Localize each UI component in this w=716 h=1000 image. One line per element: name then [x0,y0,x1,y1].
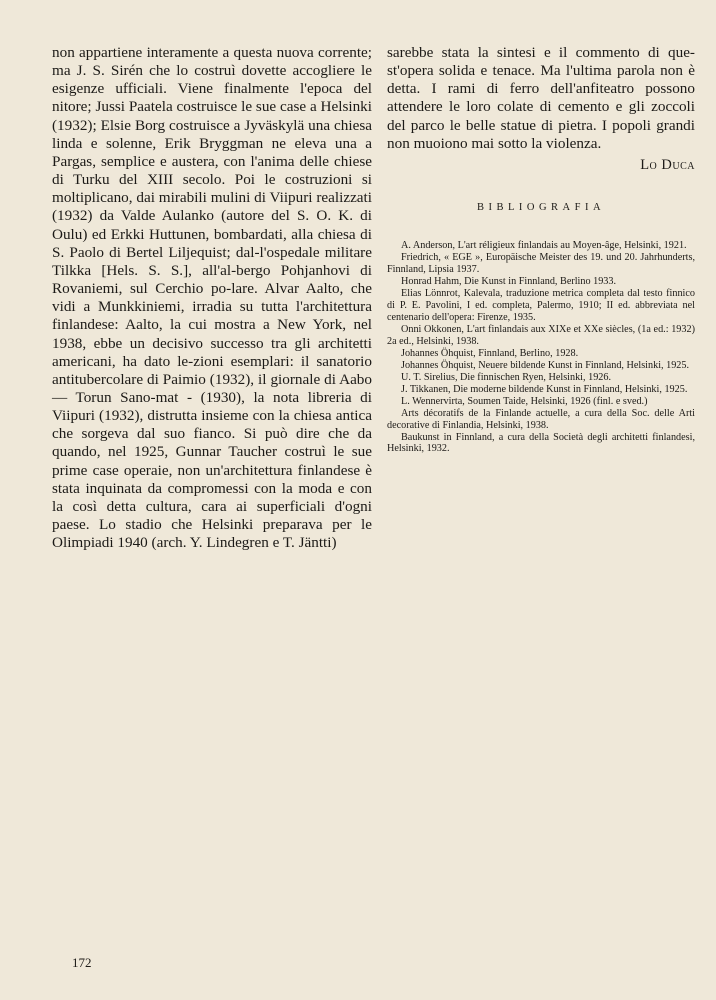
bibliography-entry: U. T. Sirelius, Die finnischen Ryen, Helsinki, 1926. [401,371,612,383]
bibliography-entry: Friedrich, « EGE », Europäische Meister des 19. und 20. Jahrhunderts, Finnland, Lipsia 1937. [387,252,695,275]
bibliography-entry: J. Tikkanen, Die moderne bildende Kunst in Finnland, Helsinki, 1925. [401,383,688,395]
bibliography-list [387,240,695,455]
essay-right-column [387,44,695,455]
author-signature: Lo Duca [640,156,695,173]
bibliography-title: BIBLIOGRAFIA [476,202,606,213]
bibliography-entry: Honrad Hahm, Die Kunst in Finnland, Berlino 1933. [401,275,617,287]
bibliography-entry: Johannes Öhquist, Finnland, Berlino, 1928. [401,347,579,359]
bibliography-entry: Johannes Öhquist, Neuere bildende Kunst in Finnland, Helsinki, 1925. [401,359,690,371]
page-number: 172 [72,955,92,970]
essay-left-column [52,44,372,552]
bibliography-entry: L. Wennervirta, Soumen Taide, Helsinki, 1926 (finl. e sved.) [401,395,648,407]
essay-paragraph-right: sarebbe stata la sintesi e il commento di que-st'opera solida e tenace. Ma l'ultima parola non è detta. I rami di ferro dell'anfiteatro possono attendere le loro colate di cemento e gli zoccoli del parco le belle statue di pietra. I popoli grandi non muoiono mai sotto la violenza. [387,44,695,152]
bibliography-entry: Elias Lönnrot, Kalevala, traduzione metrica completa dal testo finnico di P. E. Pavolini, I ed. completa, Palermo, 1910; II ed. abbreviata nel centenario dell'opera: Firenze, 1935. [387,287,695,323]
bibliography-entry: Arts décoratifs de la Finlande actuelle, a cura della Soc. delle Arti decorative di Finlandia, Helsinki, 1938. [387,407,695,431]
bibliography-entry: A. Anderson, L'art réligieux finlandais au Moyen-âge, Helsinki, 1921. [401,240,687,251]
bibliography-entry: Baukunst in Finnland, a cura della Società degli architetti finlandesi, Helsinki, 1932. [387,431,695,455]
essay-paragraph-left: non appartiene interamente a questa nuova corrente; ma J. S. Sirén che lo costruì dovette accogliere le esigenze ufficiali. Viene finalmente l'epoca del nitore; Jussi Paatela costruisce le sue case a Helsinki (1932); Elsie Borg costruisce a Jyväskylä una chiesa linda e solenne, Erik Bryggman ne eleva una a Pargas, semplice e austera, con l'anima delle chiese di Turku del XIII secolo. Poi le costruzioni si moltiplicano, dai mirabili mulini di Viipuri realizzati (1932) da Valde Aulanko (autore del S. O. K. di Oulu) ed Erkki Huttunen, bombardati, alla chiesa di S. Paolo di Bertel Liljequist; dal-l'ospedale militare Tilkka [Hels. S. S.], all'al-bergo Pohjanhovi di Rovaniemi, sul Cerchio po-lare. Alvar Aalto, che vidi a Munkkiniemi, irradia su tutta l'architettura finlandese: Aalto, la cui mostra a New York, nel 1938, ebbe un decisivo successo tra gli architetti americani, ha dato le-zioni esemplari: il sanatorio antitubercolare di Paimio (1932), il giornale di Aabo — Torun Sano-mat - (1930), la nota libreria di Viipuri (1932), distrutta insieme con la chiesa antica che sorgeva dal suo fianco. Si può dire che da quando, nel 1925, Gunnar Taucher costruì le sue prime case operaie, non un'architettura finlandese è stata inquinata da compromessi con la moda e con la così detta cultura, cara ai superficiali d'ogni paese. Lo stadio che Helsinki preparava per le Olimpiadi 1940 (arch. Y. Lindegren e T. Jäntti) [52,44,372,552]
bibliography-entry: Onni Okkonen, L'art finlandais aux XIXe et XXe siècles, (1a ed.: 1932) 2a ed., Helsinki, 1938. [387,323,695,347]
